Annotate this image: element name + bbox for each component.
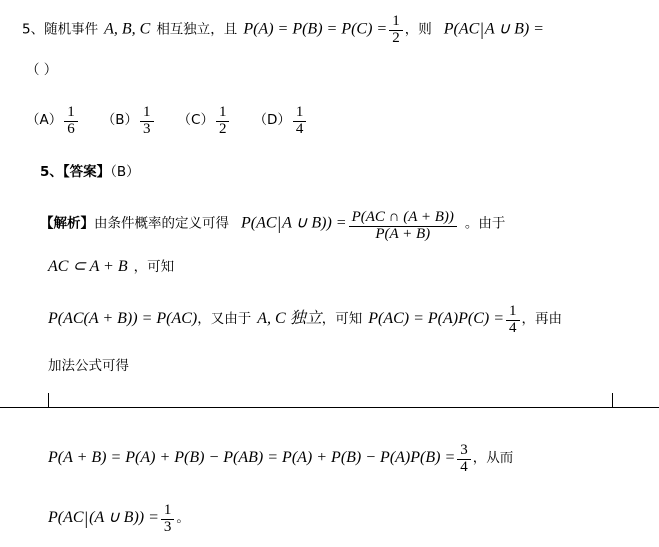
question-prob-equal: P(A) = P(B) = P(C) =: [243, 20, 388, 38]
answer-value: （B）: [110, 164, 140, 180]
analysis-line3-denominator: 4: [509, 319, 517, 336]
page-separator: [0, 407, 659, 408]
analysis-subset-tail: ，可知: [133, 259, 175, 275]
options-row: [26, 105, 308, 138]
option-c-denominator: 2: [218, 120, 227, 137]
question-prob-denominator: 2: [392, 29, 400, 46]
analysis-line3-mid: ，又由于: [197, 310, 252, 327]
option-c-value: [216, 105, 230, 138]
analysis-line3-numerator: 1: [506, 304, 520, 321]
analysis-line-4: [48, 358, 129, 375]
analysis-result-tail: 。: [176, 509, 190, 526]
option-a-denominator: 6: [67, 120, 75, 137]
option-b-label: （B）: [101, 111, 139, 128]
analysis-line-1: [40, 210, 505, 243]
analysis-line-5: [48, 443, 513, 476]
analysis-formula-mid: A ∪ B)) =: [282, 214, 347, 232]
analysis-line3-mid2: ，可知: [321, 310, 363, 327]
question-stem-then: ，则: [404, 21, 432, 38]
option-c-label: （C）: [177, 111, 214, 128]
crop-mark-right: [586, 393, 613, 408]
option-a-label: （A）: [26, 111, 63, 128]
analysis-result-denominator: 3: [163, 518, 172, 535]
analysis-formula-numerator: P(AC ∩ (A + B)): [349, 210, 457, 227]
option-d-label: （D）: [253, 111, 291, 128]
analysis-expr-1: P(AC(A + B)) = P(AC): [48, 309, 198, 327]
question-stem-line: [22, 14, 544, 47]
analysis-label: 【解析】: [40, 215, 94, 232]
question-stem-prefix: 随机事件: [44, 21, 99, 38]
analysis-line3-tail: ，再由: [521, 310, 562, 327]
question-target-left: P(AC: [443, 20, 480, 38]
option-a-numerator: 1: [64, 105, 78, 122]
analysis-formula-left: P(AC: [241, 214, 277, 232]
analysis-intro: 由条件概率的定义可得: [94, 215, 229, 232]
option-b-numerator: 1: [140, 105, 154, 122]
option-a-value: [64, 105, 78, 138]
analysis-formula-tail: 。由于: [464, 215, 506, 232]
analysis-formula-fraction: [349, 210, 457, 243]
analysis-result-numerator: 1: [161, 503, 175, 520]
analysis-line5-tail: ，从而: [472, 449, 514, 466]
answer-line: [40, 164, 140, 181]
option-d-value: [293, 105, 307, 138]
question-prob-numerator: 1: [389, 14, 403, 31]
option-d-denominator: 4: [295, 120, 304, 137]
analysis-line3-fraction: [506, 304, 520, 337]
analysis-line5-numerator: 3: [457, 443, 471, 460]
analysis-result-mid: (A ∪ B)) =: [89, 508, 159, 526]
analysis-line5-fraction: [457, 443, 471, 476]
analysis-line-2: [48, 258, 174, 276]
analysis-result-left: P(AC: [48, 508, 84, 526]
analysis-line5-denominator: 4: [460, 458, 468, 475]
analysis-subset-expr: AC ⊂ A + B: [48, 258, 128, 275]
question-target-bar: |: [480, 19, 484, 40]
analysis-formula-bar: |: [277, 213, 282, 234]
option-b-denominator: 3: [143, 120, 151, 137]
analysis-expr-2: P(AC) = P(A)P(C) =: [368, 309, 504, 327]
analysis-result-fraction: [161, 503, 175, 536]
analysis-formula-denominator: P(A + B): [375, 225, 431, 242]
question-blank-line: [26, 62, 57, 79]
question-blank: （ ）: [26, 62, 58, 78]
option-d-numerator: 1: [293, 105, 307, 122]
crop-mark-left: [48, 393, 75, 408]
analysis-union-expr: P(A + B) = P(A) + P(B) − P(AB) = P(A) + P(B) − P(A)P(B) =: [48, 448, 456, 466]
analysis-addition-formula-text: 加法公式可得: [48, 358, 129, 374]
question-target-right: A ∪ B) =: [484, 20, 544, 38]
analysis-line-3: [48, 304, 562, 337]
option-b-value: [140, 105, 154, 138]
question-prob-value: [389, 14, 403, 47]
analysis-line-6: [48, 503, 190, 536]
question-number: 5、: [22, 21, 45, 38]
analysis-result-bar: |: [84, 507, 89, 528]
question-stem-mid: 相互独立，且: [156, 21, 238, 38]
answer-label: 【答案】: [62, 164, 111, 180]
question-events: A, B, C: [104, 20, 151, 38]
answer-number: 5、: [40, 164, 63, 180]
option-c-numerator: 1: [216, 105, 230, 122]
analysis-independent: A, C 独立: [257, 309, 322, 327]
